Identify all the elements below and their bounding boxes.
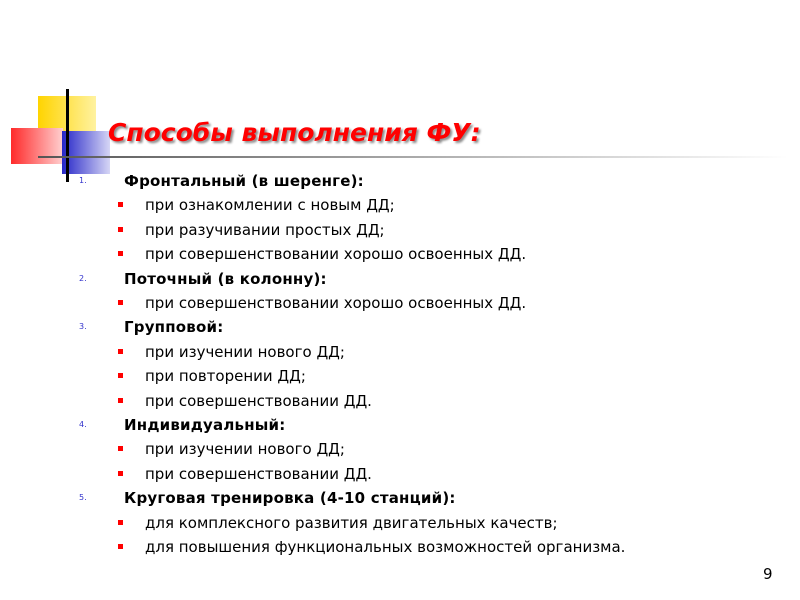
- item-label: Поточный (в колонну):: [124, 269, 327, 288]
- red-square: [11, 128, 63, 164]
- horizontal-line: [38, 156, 788, 158]
- item-label: Индивидуальный:: [124, 416, 286, 434]
- square-bullet-icon: [118, 202, 123, 207]
- sub-item-label: при изучении нового ДД;: [145, 440, 345, 459]
- item-number: 2.: [79, 273, 87, 283]
- vertical-line: [66, 89, 69, 182]
- square-bullet-icon: [118, 471, 123, 476]
- square-bullet-icon: [118, 373, 123, 378]
- slide-title: Способы выполнения ФУ:: [108, 118, 481, 147]
- square-bullet-icon: [118, 544, 123, 549]
- square-bullet-icon: [118, 251, 123, 256]
- square-bullet-icon: [118, 520, 123, 525]
- item-number: 4.: [79, 420, 87, 429]
- sub-item-label: при совершенствовании хорошо освоенных ДД.: [145, 294, 527, 312]
- item-label: Круговая тренировка (4-10 станций):: [124, 489, 456, 508]
- sub-item-label: при разучивании простых ДД;: [145, 220, 385, 239]
- sub-item-label: при ознакомлении с новым ДД;: [145, 196, 395, 215]
- sub-item-label: для комплексного развития двигательных качеств;: [145, 513, 558, 532]
- item-number: 1.: [79, 176, 87, 185]
- square-bullet-icon: [118, 300, 123, 305]
- sub-item-label: при повторении ДД;: [145, 367, 306, 386]
- sub-item-label: при совершенствовании ДД.: [145, 391, 372, 410]
- sub-item-label: для повышения функциональных возможностей организма.: [145, 538, 626, 556]
- item-label: Фронтальный (в шеренге):: [124, 172, 364, 190]
- square-bullet-icon: [118, 398, 123, 403]
- item-label: Групповой:: [124, 318, 224, 337]
- square-bullet-icon: [118, 349, 123, 354]
- sub-item-label: при изучении нового ДД;: [145, 342, 345, 361]
- page-number: 9: [763, 565, 773, 583]
- square-bullet-icon: [118, 227, 123, 232]
- item-number: 3.: [79, 322, 87, 332]
- sub-item-label: при совершенствовании ДД.: [145, 464, 372, 483]
- sub-item-label: при совершенствовании хорошо освоенных ДД.: [145, 245, 527, 264]
- item-number: 5.: [79, 493, 87, 503]
- square-bullet-icon: [118, 446, 123, 451]
- blue-square: [62, 131, 110, 174]
